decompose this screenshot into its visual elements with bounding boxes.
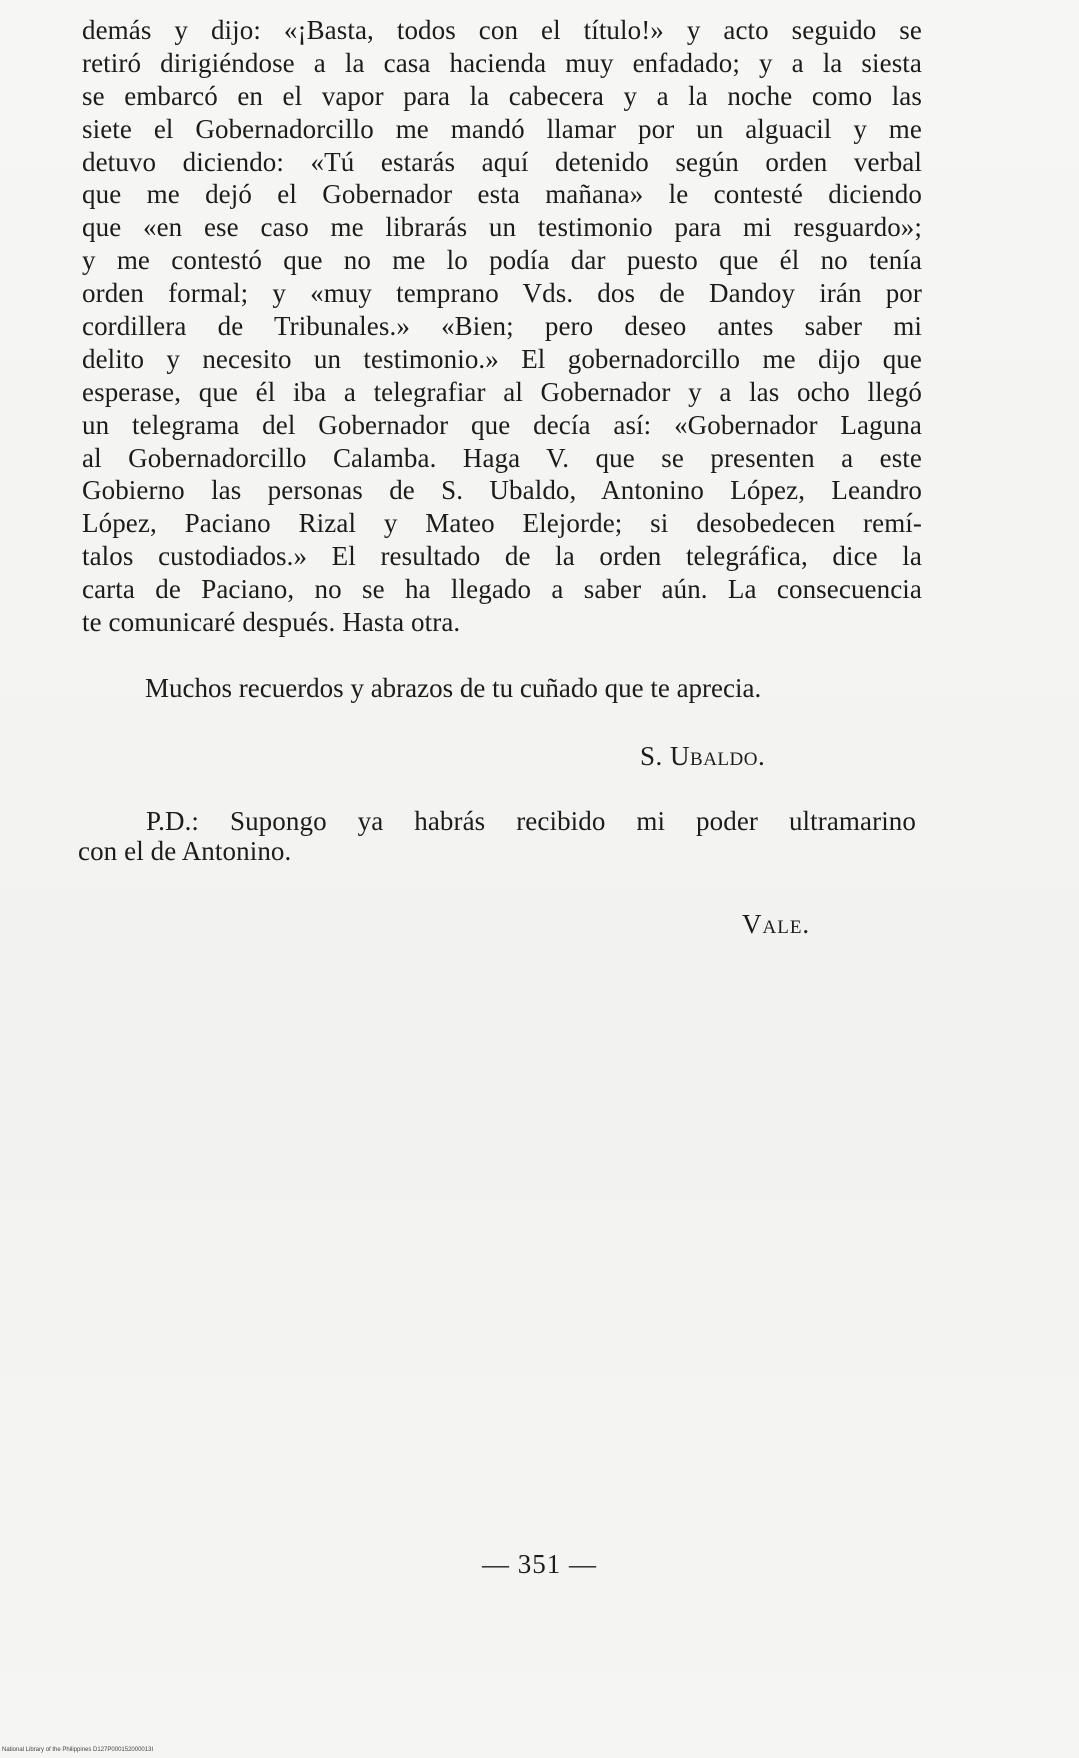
letter-line: te comunicaré después. Hasta otra. — [82, 607, 461, 638]
letter-line: talos custodiados.» El resultado de la orden telegráfica, dice la — [82, 541, 922, 572]
library-credit: National Library of the Philippines D127P000152000013I — [2, 1747, 154, 1753]
letter-line: siete el Gobernadorcillo me mandó llamar por un alguacil y me — [82, 113, 922, 144]
letter-line: se embarcó en el vapor para la cabecera y a la noche como las — [82, 80, 922, 111]
letter-line: esperase, que él iba a telegrafiar al Gobernador y a las ocho llegó — [82, 376, 922, 407]
letter-line: y me contestó que no me lo podía dar puesto que él no tenía — [82, 245, 922, 276]
letter-line: demás y dijo: «¡Basta, todos con el título!» y acto seguido se — [82, 15, 922, 45]
letter-line: al Gobernadorcillo Calamba. Haga V. que se presenten a este — [82, 442, 922, 473]
letter-line: un telegrama del Gobernador que decía así: «Gobernador Laguna — [82, 409, 922, 440]
letter-line: detuvo diciendo: «Tú estarás aquí detenido según orden verbal — [82, 146, 922, 177]
page-number: — 351 — — [482, 1549, 597, 1579]
sign-off: Vale. — [742, 909, 811, 939]
letter-line: orden formal; y «muy temprano Vds. dos de Dandoy irán por — [82, 278, 922, 309]
letter-body — [82, 14, 922, 639]
letter-line: que «en ese caso me librarás un testimonio para mi resguardo»; — [82, 212, 922, 243]
letter-line: López, Paciano Rizal y Mateo Elejorde; si desobedecen remí- — [82, 508, 922, 539]
closing-salutation: Muchos recuerdos y abrazos de tu cuñado que te aprecia. — [145, 673, 762, 703]
letter-line: que me dejó el Gobernador esta mañana» le contesté diciendo — [82, 179, 922, 210]
postscript-line: P.D.: Supongo ya habrás recibido mi poder ultramarino — [146, 806, 916, 836]
letter-line: delito y necesito un testimonio.» El gobernadorcillo me dijo que — [82, 343, 922, 374]
letter-line: retiró dirigiéndose a la casa hacienda muy enfadado; y a la siesta — [82, 47, 922, 78]
letter-line: carta de Paciano, no se ha llegado a saber aún. La consecuencia — [82, 574, 922, 605]
postscript — [78, 806, 916, 866]
signature: S. Ubaldo. — [640, 741, 766, 771]
letter-line: cordillera de Tribunales.» «Bien; pero deseo antes saber mi — [82, 311, 922, 342]
postscript-line: con el de Antonino. — [78, 836, 292, 866]
letter-line: Gobierno las personas de S. Ubaldo, Antonino López, Leandro — [82, 475, 922, 506]
